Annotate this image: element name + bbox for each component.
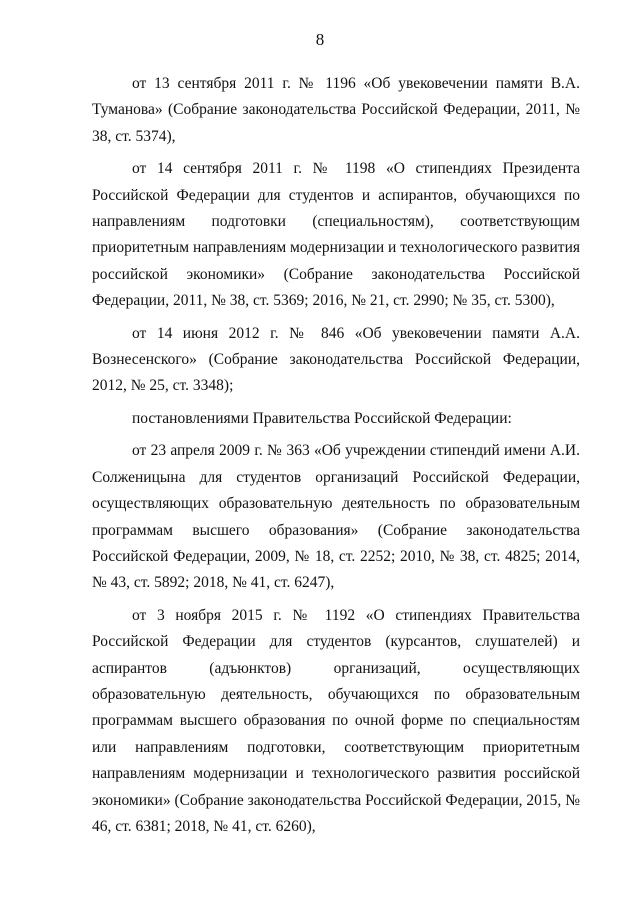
paragraph-decree-1196: от 13 сентября 2011 г. № 1196 «Об увековечении памяти В.А. Туманова» (Собрание законодательства Российской Федерации, 2011, № 38, ст. 5374), [92,75,580,145]
paragraph-decree-846: от 14 июня 2012 г. № 846 «Об увековечении памяти А.А. Вознесенского» (Собрание законодательства Российской Федерации, 2012, № 25, ст. 3348); [92,324,580,395]
paragraph-resolution-1192: от 3 ноября 2015 г. № 1192 «О стипендиях Правительства Российской Федерации для студентов (курсантов, слушателей) и аспирантов (адъюнктов) организаций, осуществляющих образовательную деятельность, обучающихся по образовательным программам высшего образования по очной форме по специальностям или направлениям подготовки, соответствующим приоритетным направлениям модернизации и технологического развития российской экономики» (Собрание законодательства Российской Федерации, 2015, № 46, ст. 6381; 2018, № 41, ст. 6260), [92,606,580,835]
paragraph-decree-1198: от 14 сентября 2011 г. № 1198 «О стипендиях Президента Российской Федерации для студентов и аспирантов, обучающихся по направлениям подготовки (специальностям), соответствующим приоритетным направлениям модернизации и технологического развития российской экономики» (Собрание законодательства Российской Федерации, 2011, № 38, ст. 5369; 2016, № 21, ст. 2990; № 35, ст. 5300), [92,160,580,310]
paragraph-government-resolutions-heading: постановлениями Правительства Российской Федерации: [132,409,512,427]
document-body [92,71,580,846]
paragraph-resolution-363: от 23 апреля 2009 г. № 363 «Об учреждении стипендий имени А.И. Солженицына для студентов организаций Российской Федерации, осуществляющих образовательную деятельность по образовательным программам высшего образования» (Собрание законодательства Российской Федерации, 2009, № 18, ст. 2252; 2010, № 38, ст. 4825; 2014, № 43, ст. 5892; 2018, № 41, ст. 6247), [92,442,580,592]
page-number: 8 [315,30,325,49]
